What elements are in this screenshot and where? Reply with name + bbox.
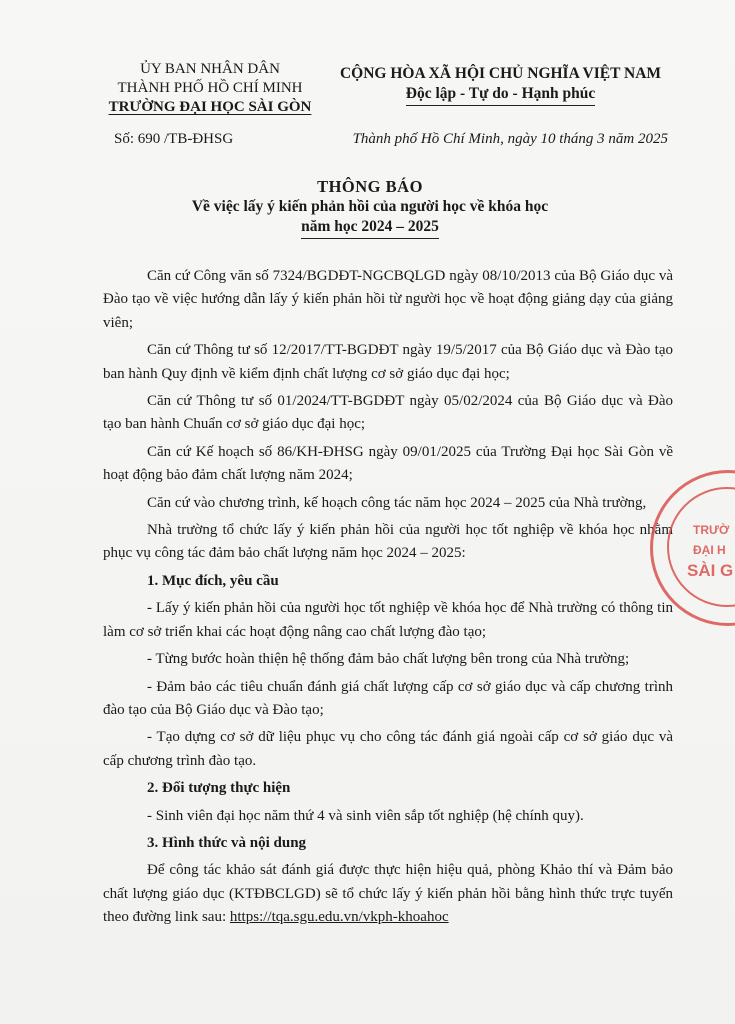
nation-name: CỘNG HÒA XÃ HỘI CHỦ NGHĨA VIỆT NAM — [339, 65, 662, 82]
place-and-date: Thành phố Hồ Chí Minh, ngày 10 tháng 3 năm 2025 — [352, 131, 668, 147]
title-main: THÔNG BÁO — [317, 177, 423, 196]
section-2-heading: 2. Đối tượng thực hiện — [147, 780, 291, 797]
stamp-text-2: ĐẠI H — [693, 543, 726, 557]
title-subtitle-1: Về việc lấy ý kiến phản hồi của người học về khóa học — [191, 198, 549, 215]
authority-line-2: THÀNH PHỐ HỒ CHÍ MINH — [117, 80, 303, 96]
legal-basis-5: Căn cứ vào chương trình, kế hoạch công tác năm học 2024 – 2025 của Nhà trường, — [147, 494, 647, 511]
issuing-authority — [100, 60, 320, 117]
section-3-heading: 3. Hình thức và nội dung — [147, 834, 307, 851]
section-3-text: Để công tác khảo sát đánh giá được thực hiện hiệu quả, phòng Khảo thí và Đảm bảo chất lượng giáo dục (KTĐBCLGD) sẽ tổ chức lấy ý kiến phản hồi bằng hình thức trực tuyến theo đường link sau: — [103, 862, 673, 926]
section-2-item-1: - Sinh viên đại học năm thứ 4 và sinh viên sắp tốt nghiệp (hệ chính quy). — [147, 807, 584, 824]
stamp-text-3: SÀI G — [687, 561, 734, 580]
authority-line-1: ỦY BAN NHÂN DÂN — [140, 61, 280, 77]
stamp-text-1: TRƯỜ — [693, 523, 730, 537]
legal-basis-2: Căn cứ Thông tư số 12/2017/TT-BGDĐT ngày 19/5/2017 của Bộ Giáo dục và Đào tạo ban hành Quy định về kiểm định chất lượng cơ sở giáo dục đại học; — [103, 342, 673, 382]
notice-body — [103, 265, 673, 930]
section-1-heading: 1. Mục đích, yêu cầu — [147, 572, 279, 589]
document-number: Số: 690 /TB-ĐHSG — [114, 131, 234, 147]
legal-basis-3: Căn cứ Thông tư số 01/2024/TT-BGDĐT ngày 05/02/2024 của Bộ Giáo dục và Đào tạo ban hành Chuẩn cơ sở giáo dục đại học; — [103, 393, 673, 433]
notice-intro: Nhà trường tổ chức lấy ý kiến phản hồi của người học tốt nghiệp về khóa học nhằm phục vụ công tác đảm bảo chất lượng năm học 2024 – 2025: — [103, 522, 673, 562]
legal-basis-4: Căn cứ Kế hoạch số 86/KH-ĐHSG ngày 09/01/2025 của Trường Đại học Sài Gòn về hoạt động bảo đảm chất lượng năm 2024; — [103, 443, 673, 484]
section-1-item-2: - Từng bước hoàn thiện hệ thống đảm bảo chất lượng bên trong của Nhà trường; — [147, 651, 630, 668]
survey-link[interactable]: https://tqa.sgu.edu.vn/vkph-khoahoc — [229, 909, 449, 926]
notice-title — [90, 177, 650, 239]
national-header — [328, 64, 673, 106]
school-name: TRƯỜNG ĐẠI HỌC SÀI GÒN — [108, 99, 312, 115]
national-motto: Độc lập - Tự do - Hạnh phúc — [406, 84, 595, 106]
legal-basis-1: Căn cứ Công văn số 7324/BGDĐT-NGCBQLGD ngày 08/10/2013 của Bộ Giáo dục và Đào tạo về việc hướng dẫn lấy ý kiến phản hồi từ người học về hoạt động giảng dạy của giảng viên; — [103, 268, 673, 331]
section-1-item-3: - Đảm bảo các tiêu chuẩn đánh giá chất lượng cấp cơ sở giáo dục và cấp chương trình đào tạo của Bộ Giáo dục và Đào tạo; — [103, 678, 673, 718]
title-subtitle-2: năm học 2024 – 2025 — [301, 217, 439, 239]
section-1-item-4: - Tạo dựng cơ sở dữ liệu phục vụ cho công tác đánh giá ngoài cấp cơ sở giáo dục và cấp chương trình đào tạo. — [103, 729, 673, 769]
section-3-paragraph — [103, 859, 673, 929]
section-1-item-1: - Lấy ý kiến phản hồi của người học tốt nghiệp về khóa học để Nhà trường có thông tin làm cơ sở triển khai các hoạt động nâng cao chất lượng đào tạo; — [103, 600, 673, 640]
